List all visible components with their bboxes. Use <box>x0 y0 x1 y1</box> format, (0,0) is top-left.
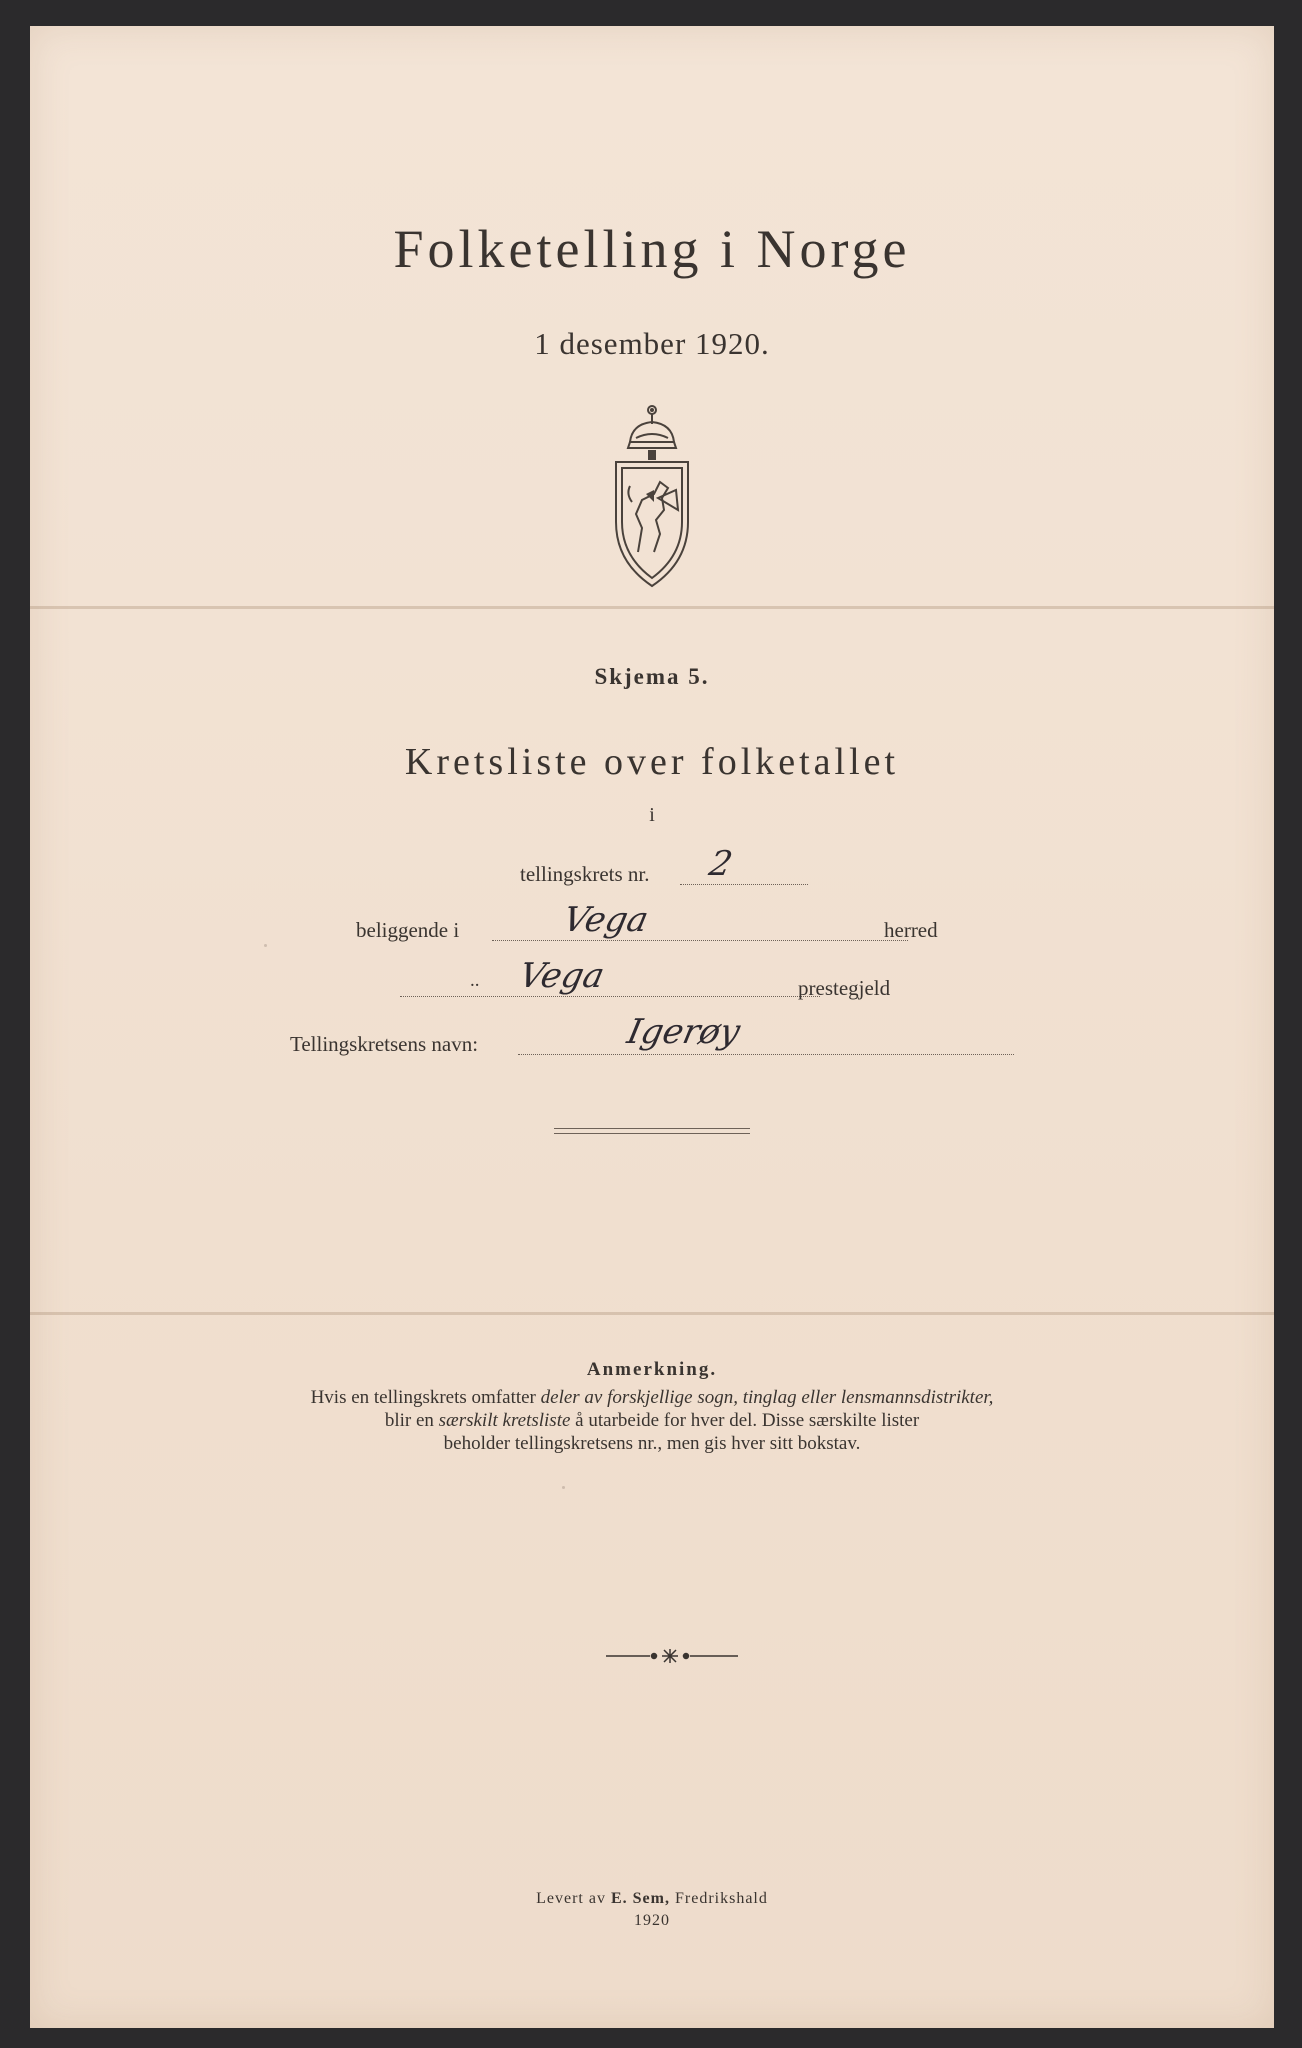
ornament-divider-icon <box>570 1646 770 1666</box>
herred-line[interactable] <box>492 940 908 941</box>
note-heading: Anmerkning. <box>586 1359 718 1380</box>
kretsnavn-value[interactable]: Igerøy <box>623 1012 744 1052</box>
form-title: Kretsliste over folketallet <box>404 741 900 783</box>
printer-city: Fredrikshald <box>669 1890 768 1907</box>
document-title: Folketelling i Norge <box>393 219 911 279</box>
note-line-2-italic: særskilt kretsliste <box>438 1410 571 1431</box>
paper-speck <box>264 944 267 947</box>
note-line-2-plain-a: blir en <box>384 1410 439 1431</box>
divider-double-rule <box>554 1128 750 1134</box>
preposition-i: i <box>649 804 655 826</box>
printer-prefix: Levert av <box>536 1890 611 1907</box>
note-line-2-plain-b: å utarbeide for hver del. Disse særskilte lister <box>570 1410 920 1431</box>
schema-number: Skjema 5. <box>594 664 710 689</box>
prestegjeld-label: prestegjeld <box>798 976 891 1000</box>
printer-imprint <box>30 1888 1274 1932</box>
kretsnavn-line[interactable] <box>518 1054 1014 1055</box>
herred-value[interactable]: Vega <box>559 900 652 940</box>
printer-name: E. Sem, <box>610 1890 670 1907</box>
tellingskrets-line[interactable] <box>680 884 808 885</box>
note-line-3: beholder tellingskretsens nr., men gis hver sitt bokstav. <box>443 1433 861 1454</box>
paper-speck <box>562 1486 565 1489</box>
prestegjeld-line[interactable] <box>400 996 820 997</box>
prestegjeld-prefix: .. <box>470 970 480 991</box>
census-date: 1 desember 1920. <box>534 326 770 361</box>
note-line-1-italic: deler av forskjellige sogn, tinglag eller lensmannsdistrikter, <box>540 1387 994 1408</box>
kretsnavn-label: Tellingskretsens navn: <box>290 1032 479 1056</box>
prestegjeld-value[interactable]: Vega <box>515 956 608 996</box>
printer-line <box>30 1888 1274 1910</box>
paper-fold-lower <box>30 1312 1274 1315</box>
tellingskrets-label: tellingskrets nr. <box>520 862 650 886</box>
note-line-1 <box>30 1386 1274 1409</box>
tellingskrets-value[interactable]: 2 <box>705 844 736 884</box>
note-line-2 <box>30 1409 1274 1432</box>
printer-year: 1920 <box>634 1912 670 1929</box>
census-form-page <box>30 26 1274 2028</box>
note-text <box>30 1386 1274 1455</box>
herred-label: herred <box>884 918 938 942</box>
paper-fold-upper <box>30 606 1274 609</box>
note-line-1-plain: Hvis en tellingskrets omfatter <box>310 1387 541 1408</box>
norwegian-coat-of-arms-icon <box>602 402 702 598</box>
beliggende-label: beliggende i <box>356 918 460 942</box>
